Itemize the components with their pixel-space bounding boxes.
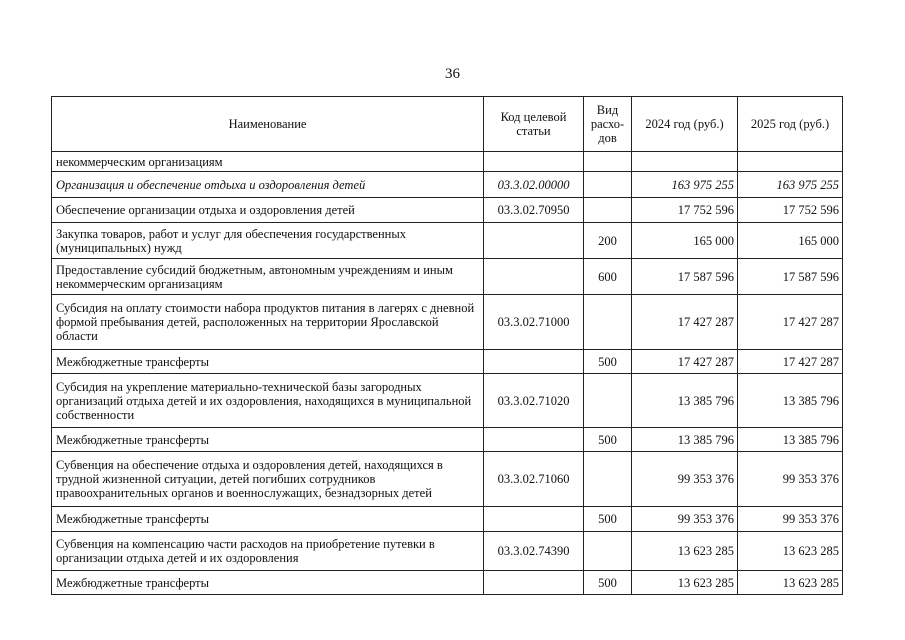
cell-amount-2025: 163 975 255: [738, 172, 843, 198]
cell-amount-2024: 17 427 287: [632, 350, 738, 374]
table-row: [52, 374, 843, 428]
cell-name: некоммерческим организациям: [52, 152, 484, 172]
cell-amount-2024: 17 427 287: [632, 295, 738, 350]
cell-expense-type: [584, 152, 632, 172]
cell-name: Субсидия на укрепление материально-технической базы загородных организаций отдыха детей и их оздоровления, находящихся в муниципальной собственности: [52, 374, 484, 428]
cell-expense-type: 600: [584, 259, 632, 295]
cell-name: Межбюджетные трансферты: [52, 350, 484, 374]
cell-code: [484, 259, 584, 295]
table-row: [52, 198, 843, 223]
cell-amount-2025: 17 587 596: [738, 259, 843, 295]
table-row: [52, 259, 843, 295]
cell-code: [484, 350, 584, 374]
table-row: [52, 152, 843, 172]
table-row: [52, 350, 843, 374]
cell-expense-type: 500: [584, 507, 632, 532]
cell-name: Организация и обеспечение отдыха и оздоровления детей: [52, 172, 484, 198]
table-row: [52, 172, 843, 198]
cell-code: 03.3.02.71060: [484, 452, 584, 507]
table-row: [52, 507, 843, 532]
table-row: [52, 428, 843, 452]
cell-code: 03.3.02.70950: [484, 198, 584, 223]
cell-expense-type: 500: [584, 428, 632, 452]
cell-name: Межбюджетные трансферты: [52, 507, 484, 532]
header-name: Наименование: [52, 97, 484, 152]
cell-code: [484, 507, 584, 532]
cell-amount-2025: 17 427 287: [738, 350, 843, 374]
cell-expense-type: 500: [584, 350, 632, 374]
cell-name: Межбюджетные трансферты: [52, 428, 484, 452]
cell-amount-2024: 13 385 796: [632, 374, 738, 428]
cell-amount-2025: 13 385 796: [738, 374, 843, 428]
table-row: [52, 295, 843, 350]
cell-amount-2024: 165 000: [632, 223, 738, 259]
cell-expense-type: 500: [584, 571, 632, 595]
table-row: [52, 571, 843, 595]
cell-code: 03.3.02.74390: [484, 532, 584, 571]
cell-expense-type: [584, 295, 632, 350]
cell-code: [484, 152, 584, 172]
page-number: 36: [445, 66, 460, 82]
cell-name: Субвенция на компенсацию части расходов на приобретение путевки в организации отдыха детей и их оздоровления: [52, 532, 484, 571]
cell-amount-2025: 99 353 376: [738, 507, 843, 532]
cell-amount-2024: 163 975 255: [632, 172, 738, 198]
cell-amount-2025: 165 000: [738, 223, 843, 259]
cell-amount-2025: 13 385 796: [738, 428, 843, 452]
cell-name: Субвенция на обеспечение отдыха и оздоровления детей, находящихся в трудной жизненной ситуации, детей погибших сотрудников правоохранительных органов и военнослужащих, безнадзорных детей: [52, 452, 484, 507]
header-2024: 2024 год (руб.): [632, 97, 738, 152]
table-row: [52, 532, 843, 571]
cell-amount-2024: 17 587 596: [632, 259, 738, 295]
cell-amount-2025: 17 427 287: [738, 295, 843, 350]
cell-expense-type: [584, 374, 632, 428]
table-row: [52, 452, 843, 507]
cell-code: 03.3.02.00000: [484, 172, 584, 198]
cell-amount-2024: 17 752 596: [632, 198, 738, 223]
cell-amount-2024: 13 623 285: [632, 571, 738, 595]
cell-code: 03.3.02.71020: [484, 374, 584, 428]
cell-expense-type: [584, 532, 632, 571]
cell-amount-2024: [632, 152, 738, 172]
cell-name: Межбюджетные трансферты: [52, 571, 484, 595]
header-type: Вид расхо-дов: [584, 97, 632, 152]
cell-expense-type: [584, 172, 632, 198]
cell-expense-type: [584, 198, 632, 223]
cell-code: [484, 571, 584, 595]
cell-code: [484, 428, 584, 452]
cell-code: 03.3.02.71000: [484, 295, 584, 350]
cell-amount-2025: [738, 152, 843, 172]
cell-amount-2025: 13 623 285: [738, 532, 843, 571]
table-header-row: [52, 97, 843, 152]
budget-table: [51, 96, 843, 595]
cell-amount-2025: 17 752 596: [738, 198, 843, 223]
header-code: Код целевой статьи: [484, 97, 584, 152]
cell-amount-2024: 99 353 376: [632, 507, 738, 532]
cell-expense-type: [584, 452, 632, 507]
cell-amount-2024: 13 623 285: [632, 532, 738, 571]
table-body: [52, 152, 843, 595]
table-row: [52, 223, 843, 259]
cell-amount-2025: 13 623 285: [738, 571, 843, 595]
header-2025: 2025 год (руб.): [738, 97, 843, 152]
cell-name: Обеспечение организации отдыха и оздоровления детей: [52, 198, 484, 223]
cell-name: Предоставление субсидий бюджетным, автономным учреждениям и иным некоммерческим организациям: [52, 259, 484, 295]
cell-name: Субсидия на оплату стоимости набора продуктов питания в лагерях с дневной формой пребывания детей, расположенных на территории Ярославской области: [52, 295, 484, 350]
cell-amount-2025: 99 353 376: [738, 452, 843, 507]
cell-amount-2024: 99 353 376: [632, 452, 738, 507]
cell-amount-2024: 13 385 796: [632, 428, 738, 452]
cell-expense-type: 200: [584, 223, 632, 259]
cell-code: [484, 223, 584, 259]
cell-name: Закупка товаров, работ и услуг для обеспечения государственных (муниципальных) нужд: [52, 223, 484, 259]
